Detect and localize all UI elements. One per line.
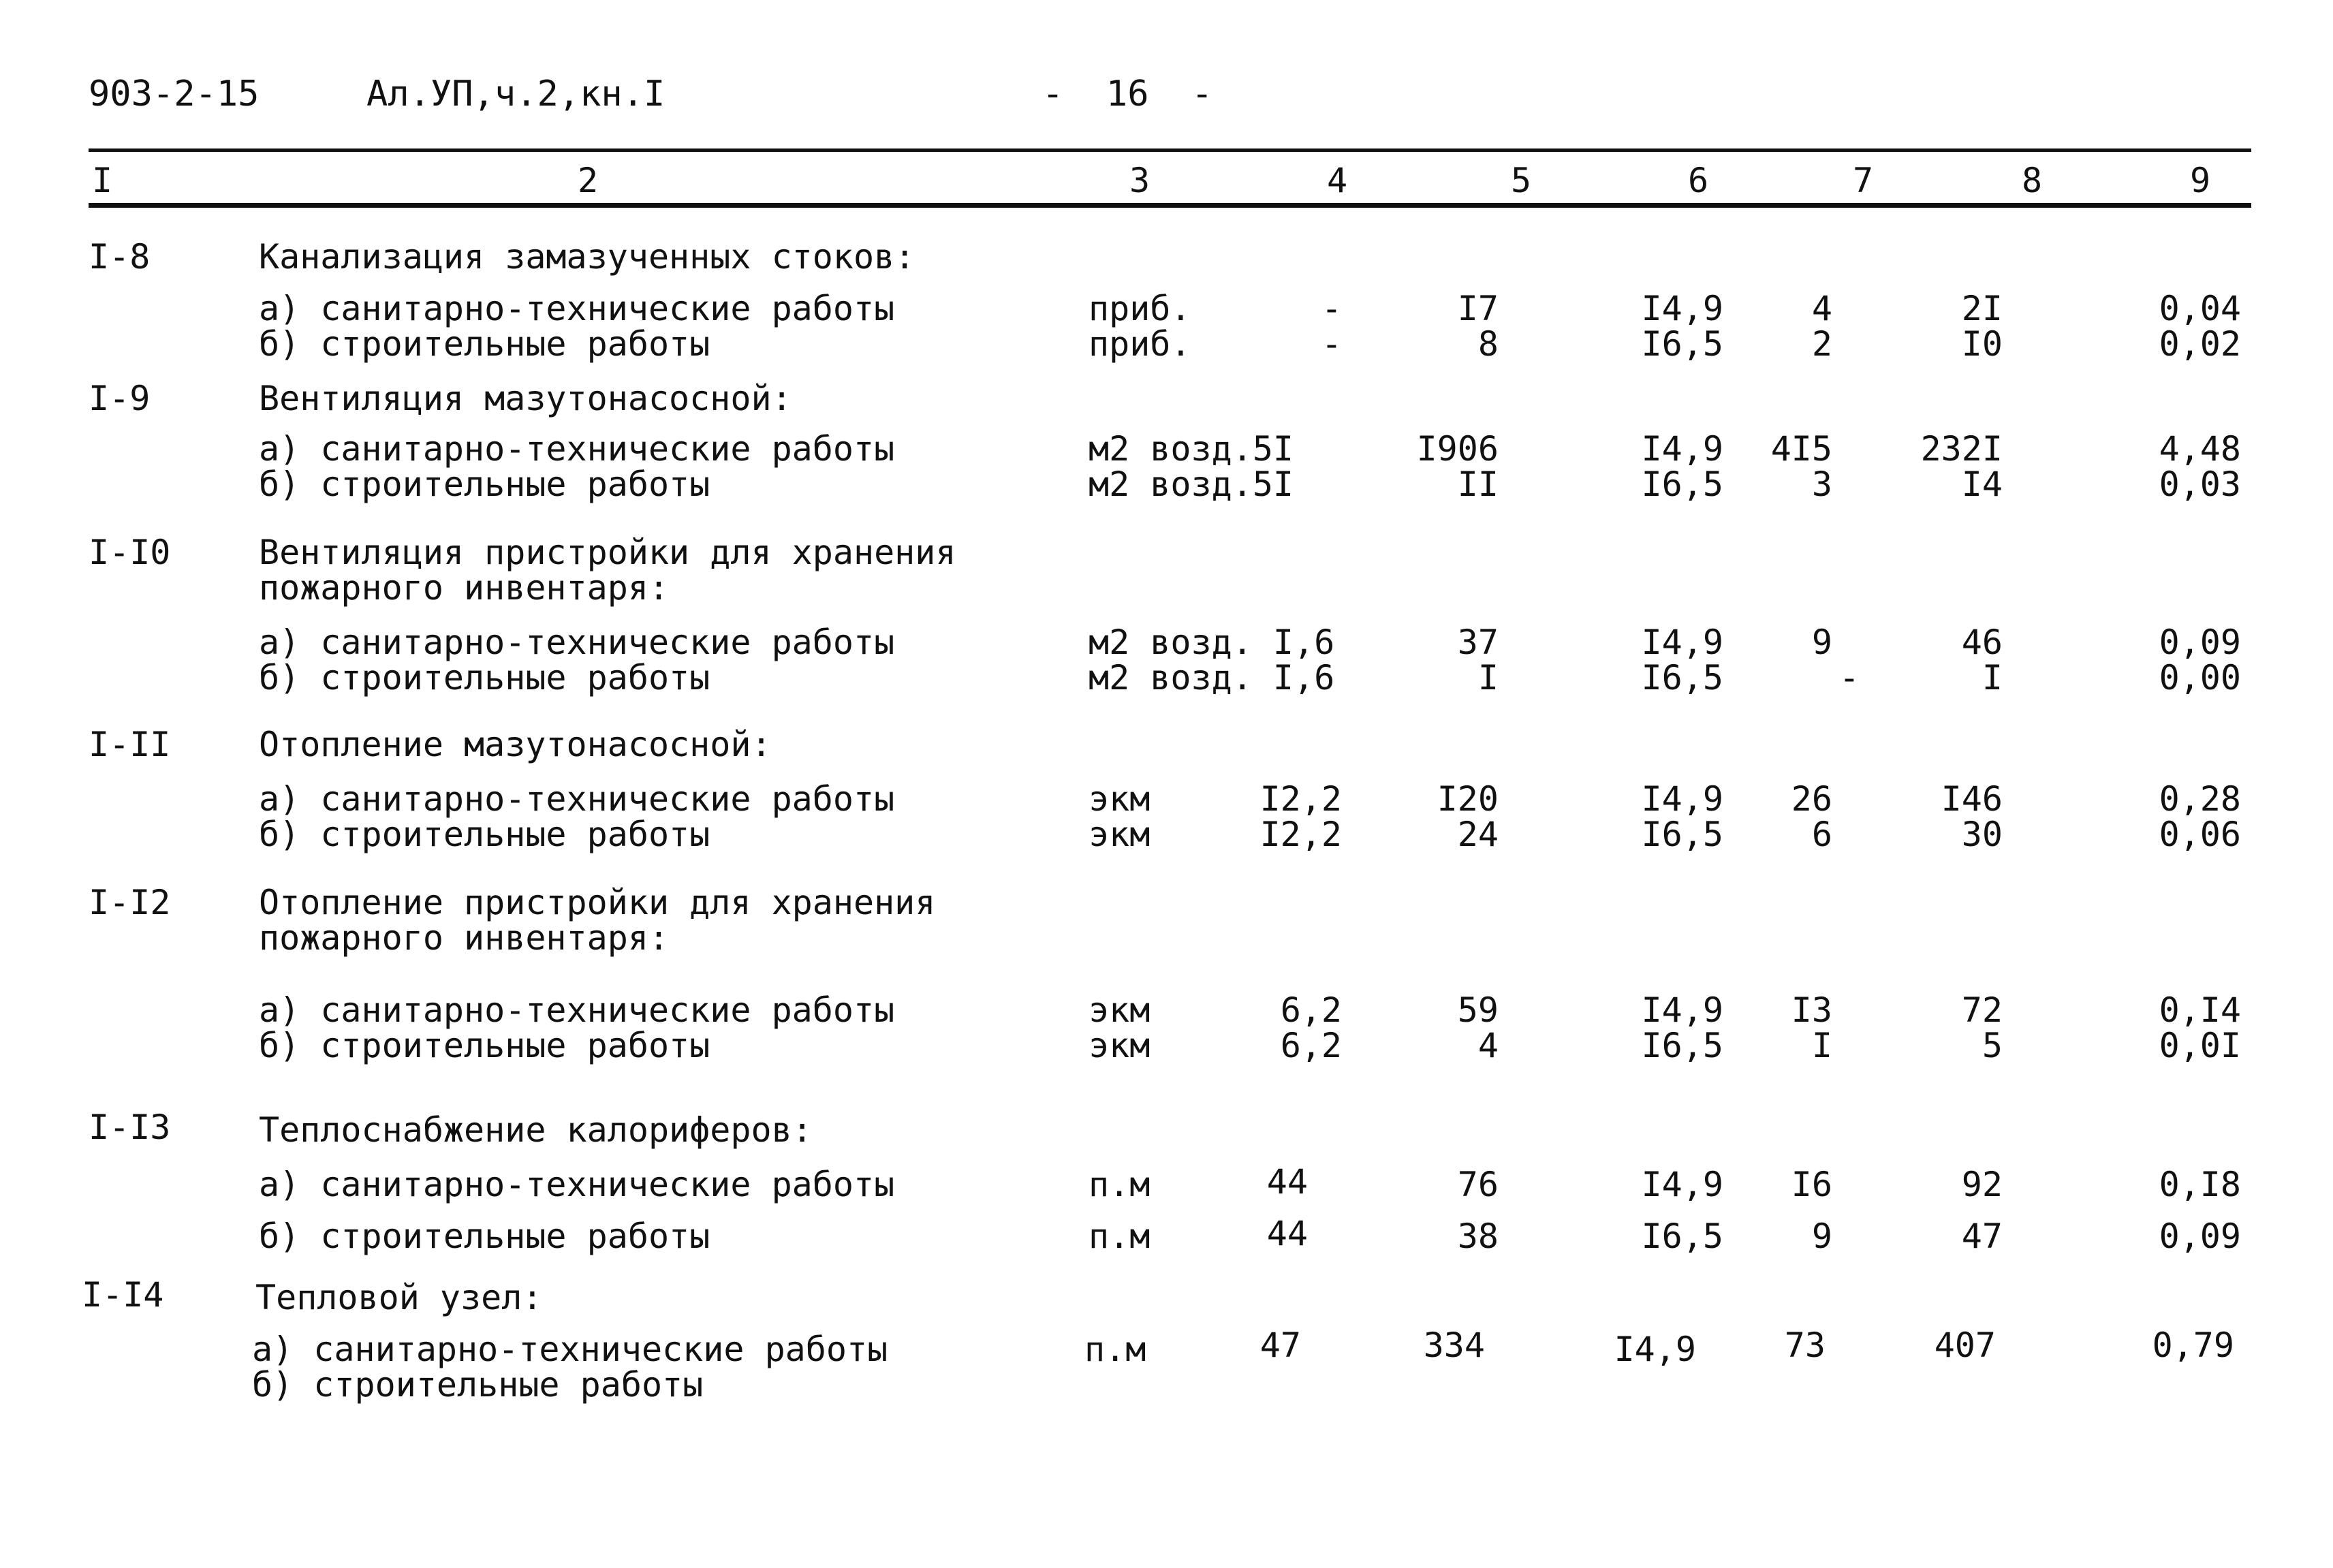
row-col4: -	[1321, 289, 1342, 328]
column-header-3: 3	[1129, 161, 1150, 200]
row-col9: 0,09	[2159, 1217, 2241, 1256]
row-col6: I4,9	[1641, 623, 1723, 662]
row-col4: 6,2	[1280, 1026, 1342, 1065]
row-label: а) санитарно-технические работы	[259, 1165, 895, 1204]
row-col8: 232I	[1920, 429, 2003, 469]
row-label: б) строительные работы	[252, 1365, 704, 1405]
group-title: Вентиляция пристройки для хранения	[259, 533, 956, 572]
row-unit: приб.	[1089, 324, 1191, 364]
column-header-5: 5	[1511, 161, 1532, 200]
row-col5: 8	[1477, 324, 1499, 364]
row-unit: приб.	[1089, 289, 1191, 328]
group-title: Отопление пристройки для хранения	[259, 883, 936, 922]
row-col6: I4,9	[1641, 1165, 1723, 1204]
column-header-2: 2	[578, 161, 599, 200]
group-title-continued: пожарного инвентаря:	[259, 918, 670, 958]
row-col6: I6,5	[1641, 1026, 1723, 1065]
row-unit: м2 возд.5I	[1089, 465, 1294, 504]
row-col7: 2	[1811, 324, 1832, 364]
row-col8: 46	[1961, 623, 2003, 662]
row-col9: 0,09	[2159, 623, 2241, 662]
row-unit: п.м	[1084, 1330, 1146, 1369]
document-number: 903-2-15	[89, 74, 260, 114]
row-col7: 4	[1811, 289, 1832, 328]
column-header-7: 7	[1853, 161, 1874, 200]
row-unit: экм	[1089, 815, 1150, 854]
row-unit: п.м	[1089, 1165, 1150, 1204]
row-col7: 3	[1811, 465, 1832, 504]
row-col5: 38	[1457, 1217, 1499, 1256]
row-col8: 5	[1982, 1026, 2003, 1065]
row-col4: 44	[1266, 1162, 1308, 1202]
row-col8: 72	[1961, 990, 2003, 1030]
row-col9: 0,I8	[2159, 1165, 2241, 1204]
row-label: б) строительные работы	[259, 324, 710, 364]
column-header-8: 8	[2022, 161, 2043, 200]
row-col6: I6,5	[1641, 815, 1723, 854]
row-col5: 24	[1457, 815, 1499, 854]
column-header-1: I	[92, 161, 113, 200]
row-col5: I	[1477, 658, 1499, 697]
row-col9: 0,0I	[2159, 1026, 2241, 1065]
row-col8: 30	[1961, 815, 2003, 854]
row-col8: 47	[1961, 1217, 2003, 1256]
row-label: б) строительные работы	[259, 1217, 710, 1256]
row-col4: I2,2	[1259, 815, 1342, 854]
row-col5: I7	[1457, 289, 1499, 328]
row-col7: 9	[1811, 623, 1832, 662]
group-title: Отопление мазутонасосной:	[259, 725, 772, 764]
row-col4: -	[1321, 324, 1342, 364]
row-col6: I6,5	[1641, 324, 1723, 364]
group-code: I-I3	[89, 1108, 171, 1147]
album-reference: Ал.УП,ч.2,кн.I	[366, 74, 666, 114]
group-title: Вентиляция мазутонасосной:	[259, 379, 792, 418]
row-col8: I	[1982, 658, 2003, 697]
row-unit: м2 возд. I,6	[1089, 623, 1335, 662]
column-header-4: 4	[1327, 161, 1348, 200]
row-col7: -	[1838, 658, 1860, 697]
row-col7: I6	[1791, 1165, 1832, 1204]
row-label: а) санитарно-технические работы	[259, 623, 895, 662]
row-col7: I3	[1791, 990, 1832, 1030]
row-col8: I0	[1961, 324, 2003, 364]
row-col9: 0,04	[2159, 289, 2241, 328]
group-code: I-I0	[89, 533, 171, 572]
row-col7: 4I5	[1770, 429, 1832, 469]
row-col9: 4,48	[2159, 429, 2241, 469]
row-col5: I906	[1416, 429, 1499, 469]
row-col7: I	[1811, 1026, 1832, 1065]
row-col4: 6,2	[1280, 990, 1342, 1030]
row-label: а) санитарно-технические работы	[259, 429, 895, 469]
row-unit: экм	[1089, 990, 1150, 1030]
row-col8: 92	[1961, 1165, 2003, 1204]
row-col8: 407	[1934, 1326, 1996, 1365]
group-title-continued: пожарного инвентаря:	[259, 568, 670, 608]
row-col7: 6	[1811, 815, 1832, 854]
row-col7: 26	[1791, 779, 1832, 819]
group-code: I-I2	[89, 883, 171, 922]
row-unit: экм	[1089, 779, 1150, 819]
row-col6: I6,5	[1641, 1217, 1723, 1256]
column-header-6: 6	[1688, 161, 1709, 200]
row-unit: экм	[1089, 1026, 1150, 1065]
row-label: а) санитарно-технические работы	[259, 779, 895, 819]
group-code: I-II	[89, 725, 171, 764]
row-col5: II	[1457, 465, 1499, 504]
row-col9: 0,03	[2159, 465, 2241, 504]
row-label: а) санитарно-технические работы	[259, 990, 895, 1030]
row-col4: 47	[1259, 1326, 1301, 1365]
group-code: I-8	[89, 237, 151, 277]
row-label: б) строительные работы	[259, 658, 710, 697]
row-col9: 0,00	[2159, 658, 2241, 697]
row-col9: 0,02	[2159, 324, 2241, 364]
row-label: б) строительные работы	[259, 465, 710, 504]
group-code: I-9	[89, 379, 151, 418]
row-col5: I20	[1437, 779, 1499, 819]
row-col9: 0,06	[2159, 815, 2241, 854]
row-col5: 37	[1457, 623, 1499, 662]
row-col8: I46	[1941, 779, 2003, 819]
row-col9: 0,I4	[2159, 990, 2241, 1030]
page-number: - 16 -	[1042, 74, 1213, 114]
row-label: б) строительные работы	[259, 1026, 710, 1065]
row-col5: 4	[1477, 1026, 1499, 1065]
row-col7: 73	[1784, 1326, 1826, 1365]
group-title: Теплоснабжение калориферов:	[259, 1110, 813, 1150]
row-col6: I4,9	[1641, 429, 1723, 469]
row-col9: 0,28	[2159, 779, 2241, 819]
row-label: а) санитарно-технические работы	[259, 289, 895, 328]
row-col9: 0,79	[2152, 1326, 2234, 1365]
group-title: Канализация замазученных стоков:	[259, 237, 915, 277]
row-col6: I6,5	[1641, 658, 1723, 697]
row-col5: 59	[1457, 990, 1499, 1030]
row-unit: п.м	[1089, 1217, 1150, 1256]
row-col4: I2,2	[1259, 779, 1342, 819]
column-header-9: 9	[2190, 161, 2211, 200]
row-col6: I4,9	[1641, 779, 1723, 819]
row-label: а) санитарно-технические работы	[252, 1330, 888, 1369]
row-col6: I6,5	[1641, 465, 1723, 504]
row-unit: м2 возд. I,6	[1089, 658, 1335, 697]
row-label: б) строительные работы	[259, 815, 710, 854]
group-title: Тепловой узел:	[255, 1278, 543, 1317]
row-col7: 9	[1811, 1217, 1832, 1256]
row-col8: 2I	[1961, 289, 2003, 328]
row-col5: 76	[1457, 1165, 1499, 1204]
group-code: I-I4	[82, 1275, 164, 1315]
row-unit: м2 возд.5I	[1089, 429, 1294, 469]
row-col6: I4,9	[1614, 1330, 1696, 1369]
row-col4: 44	[1266, 1214, 1308, 1253]
row-col8: I4	[1961, 465, 2003, 504]
row-col5: 334	[1423, 1326, 1485, 1365]
header-top-rule	[89, 148, 2251, 152]
row-col6: I4,9	[1641, 289, 1723, 328]
row-col6: I4,9	[1641, 990, 1723, 1030]
header-bottom-rule	[89, 203, 2251, 208]
